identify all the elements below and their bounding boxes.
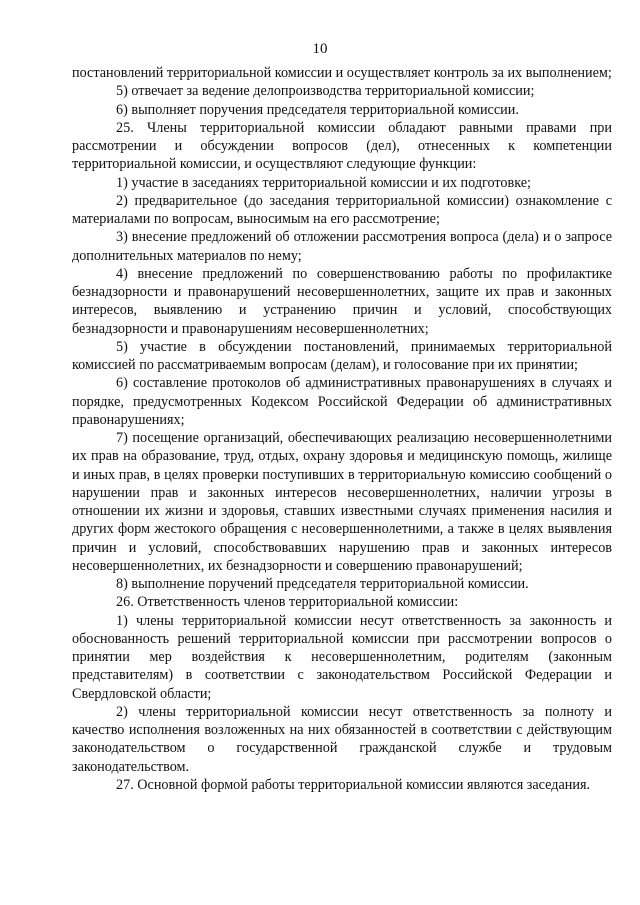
paragraph-continuation: постановлений территориальной комиссии и осуществляет контроль за их выполнением;	[72, 65, 612, 81]
document-body	[72, 64, 612, 794]
paragraph-item-6-orders: 6) выполняет поручения председателя территориальной комиссии.	[116, 101, 519, 118]
paragraph-function-2: 2) предварительное (до заседания территориальной комиссии) ознакомление с материалами по вопросам, выносимым на его рассмотрение;	[72, 192, 612, 227]
paragraph-function-6: 6) составление протоколов об административных правонарушениях в случаях и порядке, предусмотренных Кодексом Российской Федерации об административных правонарушениях;	[72, 375, 612, 428]
paragraph-function-8: 8) выполнение поручений председателя территориальной комиссии.	[116, 576, 529, 592]
paragraph-item-5-records: 5) отвечает за ведение делопроизводства территориальной комиссии;	[116, 83, 535, 100]
paragraph-clause-26: 26. Ответственность членов территориальной комиссии:	[116, 594, 459, 611]
paragraph-function-3: 3) внесение предложений об отложении рассмотрения вопроса (дела) и о запросе дополнительных материалов по нему;	[72, 229, 612, 264]
paragraph-function-5: 5) участие в обсуждении постановлений, принимаемых территориальной комиссией по рассматриваемым вопросам (делам), и голосование при их принятии;	[72, 338, 612, 373]
page-number: 10	[312, 41, 328, 57]
paragraph-function-1: 1) участие в заседаниях территориальной комиссии и их подготовке;	[116, 174, 532, 191]
paragraph-responsibility-1: 1) члены территориальной комиссии несут ответственность за законность и обоснованность решений территориальной комиссии при рассмотрении вопросов о принятии мер воздействия к несовершеннолетним, родителям (законным представителям) в соответствии с законодательством Российской Федерации и Свердловской области;	[72, 612, 612, 702]
paragraph-function-7: 7) посещение организаций, обеспечивающих реализацию несовершеннолетними их прав на образование, труд, отдых, охрану здоровья и медицинскую помощь, жилище и иных прав, в целях проверки поступивших в территориальную комиссию сообщений о нарушении прав и законных интересов несовершеннолетних, наличии угрозы в отношении их жизни и здоровья, ставших известными случаях применения насилия и других форм жестокого обращения с несовершеннолетними, а также в целях выявления причин и условий, способствовавших нарушению прав и законных интересов несовершеннолетних, их безнадзорности и совершению правонарушений;	[72, 430, 612, 574]
paragraph-clause-27: 27. Основной формой работы территориальной комиссии являются заседания.	[116, 776, 591, 793]
paragraph-responsibility-2: 2) члены территориальной комиссии несут ответственность за полноту и качество исполнения возложенных на них обязанностей в соответствии с действующим законодательством о государственной гражданской службе и трудовым законодательством.	[72, 703, 612, 775]
paragraph-clause-25: 25. Члены территориальной комиссии обладают равными правами при рассмотрении и обсуждении вопросов (дел), отнесенных к компетенции территориальной комиссии, и осуществляют следующие функции:	[72, 119, 612, 173]
paragraph-function-4: 4) внесение предложений по совершенствованию работы по профилактике безнадзорности и правонарушений несовершеннолетних, защите их прав и законных интересов, выявлению и устранению причин и условий, способствующих безнадзорности и правонарушениям несовершеннолетних;	[72, 265, 612, 337]
